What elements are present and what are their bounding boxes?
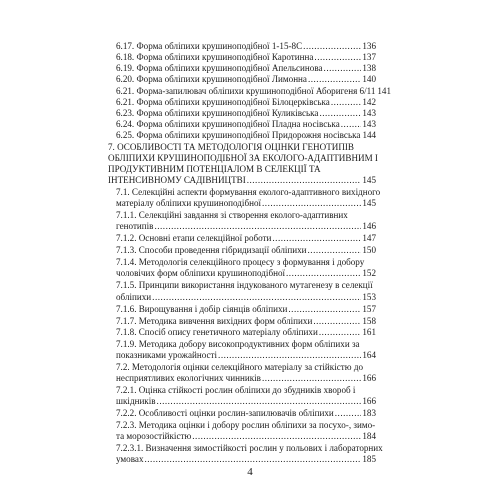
toc-entry-label: 6.21. Форма обліпихи крушиноподібної Білоцерківська [116, 97, 330, 107]
toc-entry[interactable] [116, 316, 376, 327]
toc-entry[interactable] [116, 454, 376, 465]
leader-dots [313, 316, 361, 327]
leader-dots [262, 198, 361, 209]
toc-entry[interactable] [116, 327, 376, 338]
toc-entry[interactable] [116, 108, 376, 119]
toc-entry-page: 184 [362, 431, 376, 441]
toc-entry-page: 150 [362, 245, 376, 255]
toc-entry-label: 6.21. Форма-запилювач обліпихи крушиноподібної Аборигеня 6/11 [116, 86, 376, 96]
toc-entry[interactable] [116, 431, 376, 442]
leader-dots [192, 431, 361, 442]
toc-entry-line[interactable]: 7.1.1. Селекційні завдання зі створення еколого-адаптивних [116, 210, 348, 220]
toc-entry-line[interactable]: 7.2.1. Оцінка стійкості рослин обліпихи до збудників хвороб і [116, 385, 356, 395]
toc-entry-label: 6.17. Форма обліпихи крушиноподібної 1-15-8С [116, 41, 303, 51]
leader-dots [262, 373, 361, 384]
toc-entry[interactable] [116, 41, 376, 52]
toc-entry-label: 7.1.8. Спосіб опису генетичного матеріалу обліпихи [116, 327, 318, 337]
toc-entry-label: 7.1.2. Основні етапи селекційної роботи [116, 233, 272, 243]
toc-entry-line[interactable]: 7.1.4. Методологія селекційного процесу з формування і добору [116, 257, 365, 267]
toc-entry-page: 143 [362, 119, 376, 129]
toc-entry-page: 136 [362, 41, 376, 51]
toc-entry-page: 164 [362, 350, 376, 360]
toc-entry[interactable] [116, 221, 376, 232]
toc-entry-page: 138 [362, 63, 376, 73]
toc-entry-page: 166 [362, 373, 376, 383]
toc-entry[interactable] [116, 198, 376, 209]
toc-entry[interactable] [116, 97, 376, 108]
toc-entry-label: 6.19. Форма обліпихи крушиноподібної Апельсинова [116, 63, 323, 73]
toc-entry-page: 145 [362, 175, 376, 185]
leader-dots [308, 245, 362, 256]
toc-entry-page: 147 [362, 233, 376, 243]
toc-entry-line[interactable]: 7.1.5. Принципи використання індукованого мутагенезу в селекції [116, 280, 373, 290]
toc-entry-label: 7.1.7. Методика вивчення вихідних форм обліпихи [116, 316, 313, 326]
toc-entry[interactable] [116, 268, 376, 279]
toc-entry-page: 145 [362, 198, 376, 208]
chapter-heading-line[interactable]: ОБЛІПИХИ КРУШИНОПОДІБНОЇ ЗА ЕКОЛОГО-АДАПТИВНИМ І [108, 153, 378, 163]
toc-entry-page: 158 [362, 316, 376, 326]
leader-dots [324, 63, 362, 74]
leader-dots [288, 304, 361, 315]
toc-entry[interactable] [116, 119, 376, 130]
leader-dots [341, 119, 362, 130]
leader-dots [154, 221, 361, 232]
leader-dots [314, 52, 361, 63]
leader-dots [335, 408, 362, 419]
chapter-heading-line[interactable]: 7. ОСОБЛИВОСТІ ТА МЕТОДОЛОГІЯ ОЦІНКИ ГЕНОТИПІВ [108, 142, 354, 152]
toc-entry[interactable] [116, 63, 376, 74]
toc-entry[interactable] [116, 233, 376, 244]
leader-dots [319, 327, 362, 338]
toc-entry[interactable] [116, 304, 376, 315]
toc-entry-line[interactable]: 7.1. Селекційні аспекти формування еколого-адаптивного вихідного [116, 187, 381, 197]
page-number: 4 [247, 466, 253, 478]
toc-entry-line[interactable]: 7.1.9. Методика добору високопродуктивних форм обліпихи за [116, 339, 360, 349]
toc-entry-label: 7.2.2. Особливості оцінки рослин-запилювачів обліпихи [116, 408, 334, 418]
toc-entry-page: 146 [362, 221, 376, 231]
toc-entry-label: 7.1.6. Вирощування і добір сіянців обліпихи [116, 304, 288, 314]
toc-entry[interactable] [116, 86, 392, 97]
toc-entry-label: генотипів [116, 221, 154, 231]
leader-dots [218, 350, 361, 361]
leader-dots [247, 175, 362, 186]
toc-entry[interactable] [116, 396, 376, 407]
toc-entry-label: шкідників [116, 396, 156, 406]
toc-entry-label: 6.25. Форма обліпихи крушиноподібної Придорожня носівська [116, 130, 361, 140]
chapter-heading-line[interactable]: ПРОДУКТИВНИМ ПОТЕНЦІАЛОМ В СЕЛЕКЦІЇ ТА [108, 164, 321, 174]
toc-entry-page: 143 [362, 108, 376, 118]
toc-entry-label: 6.20. Форма обліпихи крушиноподібної Лимонна [116, 74, 307, 84]
toc-entry-page: 140 [362, 74, 376, 84]
toc-entry-line[interactable]: 7.2.3. Методика оцінки і добору рослин обліпихи за посухо-, зимо- [116, 420, 376, 430]
toc-entry-label: 6.24. Форма обліпихи крушиноподібної Пладна носівська [116, 119, 340, 129]
toc-entry-page: 142 [362, 97, 376, 107]
leader-dots [157, 396, 362, 407]
toc-entry-line[interactable]: 7.2. Методологія оцінки селекційного матеріалу за стійкістю до [116, 362, 363, 372]
toc-entry-page: 144 [362, 130, 377, 140]
toc-entry-label: 6.23. Форма обліпихи крушиноподібної Куликівська [116, 108, 319, 118]
toc-entry[interactable] [116, 130, 376, 141]
toc-entry[interactable] [116, 408, 376, 419]
toc-entry-label: та морозостійкістю [116, 431, 192, 441]
toc-entry-label: 6.18. Форма обліпихи крушиноподібної Каротинна [116, 52, 314, 62]
toc-entry-page: 166 [362, 396, 376, 406]
leader-dots [272, 233, 361, 244]
toc-entry-page: 185 [362, 454, 376, 464]
toc-entry-page: 152 [362, 268, 376, 278]
leader-dots [319, 108, 361, 119]
leader-dots [286, 268, 361, 279]
leader-dots [303, 41, 361, 52]
leader-dots [152, 292, 361, 303]
toc-entry-label: матеріалу обліпихи крушиноподібної [116, 198, 262, 208]
toc-entry-page: 153 [362, 292, 376, 302]
leader-dots [331, 97, 362, 108]
chapter-heading-final[interactable] [108, 175, 376, 186]
leader-dots [308, 74, 361, 85]
toc-entry-page: 157 [362, 304, 376, 314]
toc-entry-label: показниками урожайності [116, 350, 218, 360]
leader-dots [145, 454, 362, 465]
toc-entry-label: умовах [116, 454, 144, 464]
toc-entry[interactable] [116, 292, 376, 303]
toc-entry-line[interactable]: 7.2.3.1. Визначення зимостійкості рослин у польових і лабораторних [116, 443, 383, 453]
toc-entry-page: 161 [362, 327, 376, 337]
toc-entry-label: чоловічих форм обліпихи крушиноподібної [116, 268, 286, 278]
toc-entry-label: обліпихи [116, 292, 152, 302]
chapter-heading-line: ІНТЕНСИВНОМУ САДІВНИЦТВІ [108, 175, 246, 185]
toc-entry[interactable] [116, 350, 376, 361]
toc-entry-page: 141 [377, 86, 392, 96]
toc-entry-page: 137 [362, 52, 376, 62]
toc-entry-label: несприятливих екологічних чинників [116, 373, 261, 383]
toc-entry[interactable] [116, 74, 376, 85]
toc-entry[interactable] [116, 373, 376, 384]
toc-entry[interactable] [116, 52, 376, 63]
toc-entry-label: 7.1.3. Способи проведення гібридизації обліпихи [116, 245, 307, 255]
toc-entry-page: 183 [362, 408, 376, 418]
toc-entry[interactable] [116, 245, 376, 256]
